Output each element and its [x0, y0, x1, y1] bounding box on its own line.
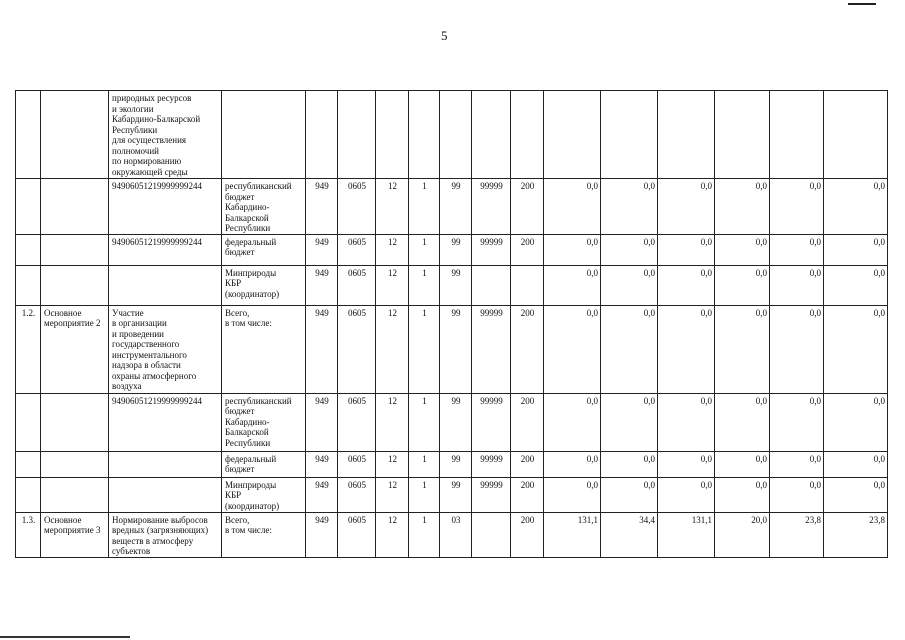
cell-description: Нормирование выбросов вредных (загрязняющих) веществ в атмосферу субъектов — [109, 512, 222, 557]
cell-value-4: 0,0 — [715, 451, 770, 477]
cell-value-1 — [544, 91, 601, 179]
table-row — [16, 477, 888, 512]
cell-direction: 99999 — [472, 393, 511, 451]
cell-value-2 — [601, 91, 658, 179]
cell-value-2: 34,4 — [601, 512, 658, 557]
cell-value-2: 0,0 — [601, 477, 658, 512]
cell-source — [222, 91, 306, 179]
cell-description: 94906051219999999244 — [109, 179, 222, 235]
cell-pr: 12 — [376, 393, 409, 451]
cell-description: 94906051219999999244 — [109, 234, 222, 265]
cell-subprogram: 99 — [440, 393, 472, 451]
cell-pr: 12 — [376, 512, 409, 557]
cell-rz: 0605 — [338, 234, 376, 265]
cell-source: Всего, в том числе: — [222, 305, 306, 393]
budget-table — [15, 90, 888, 558]
cell-description: Участие в организации и проведении государственного инструментального надзора в области охраны атмосферного воздуха — [109, 305, 222, 393]
cell-value-1: 0,0 — [544, 451, 601, 477]
cell-grbs: 949 — [306, 512, 338, 557]
cell-value-4: 0,0 — [715, 393, 770, 451]
cell-value-5: 0,0 — [770, 477, 824, 512]
cell-event — [41, 477, 109, 512]
cell-grbs: 949 — [306, 305, 338, 393]
cell-value-6: 0,0 — [824, 179, 888, 235]
cell-grbs: 949 — [306, 265, 338, 305]
cell-value-1: 0,0 — [544, 234, 601, 265]
cell-pr: 12 — [376, 477, 409, 512]
cell-value-4: 0,0 — [715, 305, 770, 393]
cell-subprogram — [440, 91, 472, 179]
cell-description: 94906051219999999244 — [109, 393, 222, 451]
cell-source: Минприроды КБР (координатор) — [222, 265, 306, 305]
cell-value-4: 0,0 — [715, 179, 770, 235]
cell-value-3: 0,0 — [658, 179, 715, 235]
cell-number — [16, 393, 41, 451]
cell-value-3: 131,1 — [658, 512, 715, 557]
cell-number — [16, 265, 41, 305]
cell-direction: 99999 — [472, 179, 511, 235]
cell-description: природных ресурсов и экологии Кабардино-Балкарской Республики для осуществления полномочий по нормированию окружающей среды — [109, 91, 222, 179]
cell-rz: 0605 — [338, 305, 376, 393]
cell-subprogram: 03 — [440, 512, 472, 557]
cell-value-2: 0,0 — [601, 179, 658, 235]
cell-grbs: 949 — [306, 451, 338, 477]
cell-source: федеральный бюджет — [222, 234, 306, 265]
cell-program: 1 — [409, 512, 440, 557]
bottom-rule — [0, 636, 130, 638]
cell-event — [41, 91, 109, 179]
cell-value-6: 0,0 — [824, 393, 888, 451]
cell-vr: 200 — [511, 234, 544, 265]
cell-value-3: 0,0 — [658, 265, 715, 305]
cell-grbs: 949 — [306, 234, 338, 265]
cell-pr: 12 — [376, 305, 409, 393]
cell-rz — [338, 91, 376, 179]
table-row — [16, 305, 888, 393]
cell-event — [41, 234, 109, 265]
cell-value-3: 0,0 — [658, 234, 715, 265]
cell-program: 1 — [409, 305, 440, 393]
cell-value-6: 0,0 — [824, 477, 888, 512]
cell-value-1: 0,0 — [544, 265, 601, 305]
cell-value-5 — [770, 91, 824, 179]
cell-value-1: 0,0 — [544, 393, 601, 451]
cell-description — [109, 477, 222, 512]
cell-program: 1 — [409, 179, 440, 235]
cell-value-4: 0,0 — [715, 477, 770, 512]
top-rule — [848, 3, 876, 5]
cell-subprogram: 99 — [440, 179, 472, 235]
cell-value-3: 0,0 — [658, 451, 715, 477]
cell-event — [41, 179, 109, 235]
cell-value-5: 0,0 — [770, 234, 824, 265]
cell-number — [16, 91, 41, 179]
cell-number — [16, 477, 41, 512]
cell-value-6: 0,0 — [824, 234, 888, 265]
cell-value-1: 0,0 — [544, 477, 601, 512]
table-row — [16, 265, 888, 305]
cell-subprogram: 99 — [440, 477, 472, 512]
cell-value-1: 131,1 — [544, 512, 601, 557]
cell-rz: 0605 — [338, 451, 376, 477]
cell-value-5: 0,0 — [770, 393, 824, 451]
cell-pr — [376, 91, 409, 179]
cell-source: республиканский бюджет Кабардино- Балкарской Республики — [222, 179, 306, 235]
table-row — [16, 451, 888, 477]
cell-value-5: 0,0 — [770, 179, 824, 235]
cell-value-4: 0,0 — [715, 265, 770, 305]
cell-subprogram: 99 — [440, 234, 472, 265]
cell-rz: 0605 — [338, 393, 376, 451]
cell-direction: 99999 — [472, 234, 511, 265]
cell-program: 1 — [409, 477, 440, 512]
cell-pr: 12 — [376, 265, 409, 305]
cell-grbs: 949 — [306, 393, 338, 451]
cell-value-2: 0,0 — [601, 305, 658, 393]
cell-vr: 200 — [511, 512, 544, 557]
cell-pr: 12 — [376, 234, 409, 265]
cell-value-4: 0,0 — [715, 234, 770, 265]
table-row — [16, 393, 888, 451]
cell-value-5: 23,8 — [770, 512, 824, 557]
cell-value-6: 0,0 — [824, 305, 888, 393]
cell-value-3: 0,0 — [658, 477, 715, 512]
cell-value-1: 0,0 — [544, 179, 601, 235]
cell-rz: 0605 — [338, 265, 376, 305]
cell-vr: 200 — [511, 179, 544, 235]
cell-source: республиканский бюджет Кабардино- Балкарской Республики — [222, 393, 306, 451]
cell-description — [109, 451, 222, 477]
cell-value-2: 0,0 — [601, 451, 658, 477]
cell-source: Минприроды КБР (координатор) — [222, 477, 306, 512]
cell-value-5: 0,0 — [770, 265, 824, 305]
cell-direction: 99999 — [472, 477, 511, 512]
cell-rz: 0605 — [338, 179, 376, 235]
cell-subprogram: 99 — [440, 265, 472, 305]
cell-value-6 — [824, 91, 888, 179]
cell-event: Основное мероприятие 2 — [41, 305, 109, 393]
cell-value-4: 20,0 — [715, 512, 770, 557]
cell-program: 1 — [409, 265, 440, 305]
cell-direction: 99999 — [472, 305, 511, 393]
cell-program: 1 — [409, 451, 440, 477]
cell-grbs — [306, 91, 338, 179]
cell-event — [41, 265, 109, 305]
cell-direction — [472, 91, 511, 179]
cell-number: 1.2. — [16, 305, 41, 393]
cell-vr: 200 — [511, 305, 544, 393]
cell-event — [41, 393, 109, 451]
cell-value-5: 0,0 — [770, 451, 824, 477]
cell-event — [41, 451, 109, 477]
cell-value-3 — [658, 91, 715, 179]
cell-value-2: 0,0 — [601, 234, 658, 265]
cell-number — [16, 451, 41, 477]
cell-grbs: 949 — [306, 477, 338, 512]
cell-pr: 12 — [376, 179, 409, 235]
cell-vr — [511, 91, 544, 179]
cell-value-2: 0,0 — [601, 265, 658, 305]
cell-program: 1 — [409, 234, 440, 265]
cell-value-3: 0,0 — [658, 305, 715, 393]
cell-direction: 99999 — [472, 451, 511, 477]
cell-value-6: 23,8 — [824, 512, 888, 557]
cell-source: Всего, в том числе: — [222, 512, 306, 557]
cell-rz: 0605 — [338, 512, 376, 557]
cell-description — [109, 265, 222, 305]
cell-value-5: 0,0 — [770, 305, 824, 393]
cell-direction — [472, 512, 511, 557]
cell-program: 1 — [409, 393, 440, 451]
cell-number — [16, 234, 41, 265]
cell-number: 1.3. — [16, 512, 41, 557]
cell-program — [409, 91, 440, 179]
table-row — [16, 91, 888, 179]
cell-value-4 — [715, 91, 770, 179]
cell-vr: 200 — [511, 477, 544, 512]
cell-event: Основное мероприятие 3 — [41, 512, 109, 557]
table-row — [16, 234, 888, 265]
cell-vr: 200 — [511, 393, 544, 451]
cell-vr: 200 — [511, 451, 544, 477]
table-row — [16, 179, 888, 235]
cell-number — [16, 179, 41, 235]
cell-subprogram: 99 — [440, 451, 472, 477]
table-row — [16, 512, 888, 557]
cell-value-3: 0,0 — [658, 393, 715, 451]
cell-subprogram: 99 — [440, 305, 472, 393]
cell-pr: 12 — [376, 451, 409, 477]
page-number: 5 — [441, 28, 448, 43]
cell-value-1: 0,0 — [544, 305, 601, 393]
cell-direction — [472, 265, 511, 305]
cell-value-6: 0,0 — [824, 451, 888, 477]
cell-value-6: 0,0 — [824, 265, 888, 305]
cell-vr — [511, 265, 544, 305]
cell-value-2: 0,0 — [601, 393, 658, 451]
cell-rz: 0605 — [338, 477, 376, 512]
cell-source: федеральный бюджет — [222, 451, 306, 477]
cell-grbs: 949 — [306, 179, 338, 235]
